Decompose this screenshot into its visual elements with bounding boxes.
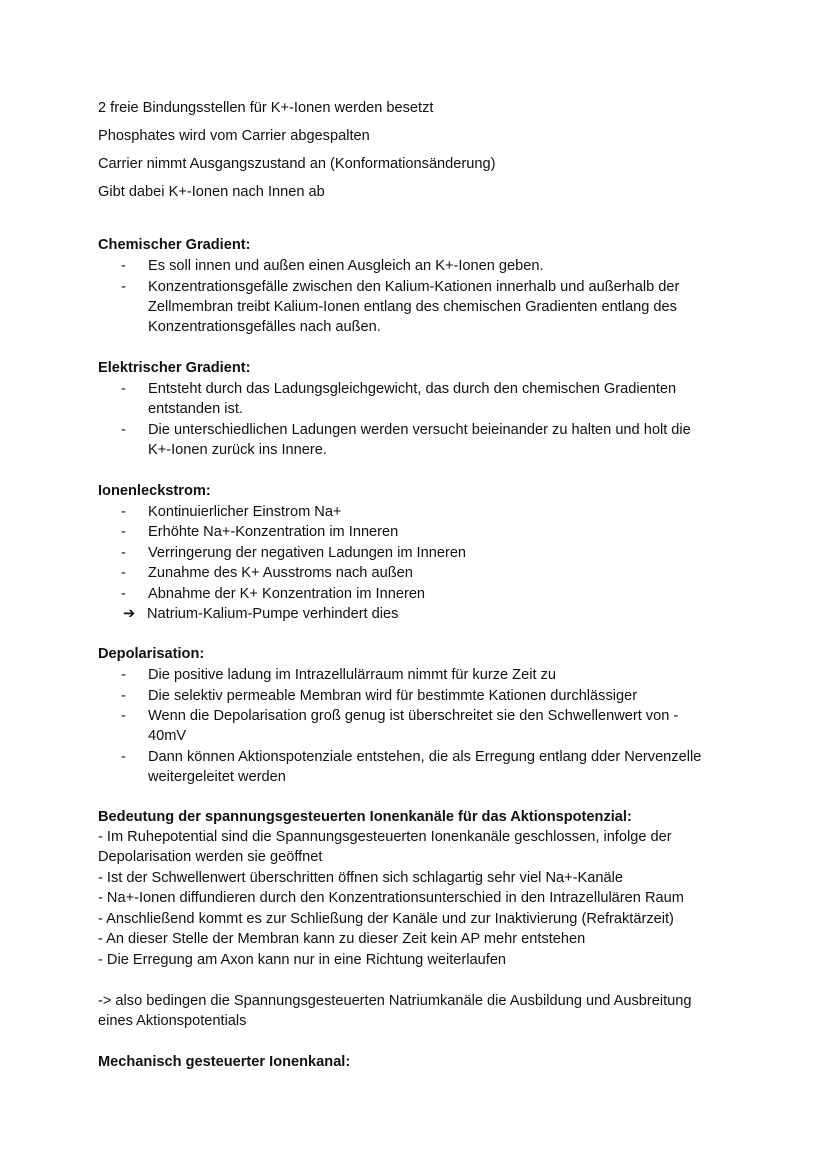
bedeutung-heading: Bedeutung der spannungsgesteuerten Ionenkanäle für das Aktionspotenzial:	[98, 809, 632, 825]
conclusion-line: eines Aktionspotentials	[98, 1013, 247, 1029]
bullet-dash: -	[121, 524, 126, 540]
intro-line: 2 freie Bindungsstellen für K+-Ionen werden besetzt	[98, 100, 434, 116]
bedeutung-line: - Na+-Ionen diffundieren durch den Konzentrationsunterschied in den Intrazellulären Raum	[98, 890, 684, 906]
bullet-dash: -	[121, 586, 126, 602]
bedeutung-line: - Die Erregung am Axon kann nur in eine Richtung weiterlaufen	[98, 952, 507, 968]
intro-line: Gibt dabei K+-Ionen nach Innen ab	[98, 184, 325, 200]
intro-line: Carrier nimmt Ausgangszustand an (Konformationsänderung)	[98, 156, 496, 172]
intro-line: Phosphates wird vom Carrier abgespalten	[98, 128, 370, 144]
bedeutung-line: - Ist der Schwellenwert überschritten öffnen sich schlagartig sehr viel Na+-Kanäle	[98, 870, 623, 886]
bullet-dash: -	[121, 565, 126, 581]
bedeutung-line: - Im Ruhepotential sind die Spannungsgesteuerten Ionenkanäle geschlossen, infolge der	[98, 829, 672, 845]
bedeutung-line: Depolarisation werden sie geöffnet	[98, 849, 323, 865]
bullet-dash: -	[121, 688, 126, 704]
bedeutung-line: - Anschließend kommt es zur Schließung der Kanäle und zur Inaktivierung (Refraktärzeit)	[98, 911, 674, 927]
bullet-dash: -	[121, 381, 126, 397]
bullet-dash: -	[121, 545, 126, 561]
leck-arrow-line: ➔ Natrium-Kalium-Pumpe verhindert dies	[123, 606, 399, 622]
bullet-dash: -	[121, 749, 126, 765]
depol-heading: Depolarisation:	[98, 646, 205, 662]
bullet-dash: -	[121, 279, 126, 295]
bullet-dash: -	[121, 422, 126, 438]
bullet-dash: -	[121, 708, 126, 724]
elek-heading: Elektrischer Gradient:	[98, 360, 251, 376]
leck-heading: Ionenleckstrom:	[98, 483, 211, 499]
bedeutung-line: - An dieser Stelle der Membran kann zu dieser Zeit kein AP mehr entstehen	[98, 931, 586, 947]
bullet-dash: -	[121, 504, 126, 520]
mech-heading: Mechanisch gesteuerter Ionenkanal:	[98, 1054, 351, 1070]
bullet-dash: -	[121, 258, 126, 274]
chem-heading: Chemischer Gradient:	[98, 237, 251, 253]
bullet-dash: -	[121, 667, 126, 683]
arrow-icon: ➔	[123, 606, 136, 622]
conclusion-line: -> also bedingen die Spannungsgesteuerten Natriumkanäle die Ausbildung und Ausbreitung	[98, 993, 692, 1009]
